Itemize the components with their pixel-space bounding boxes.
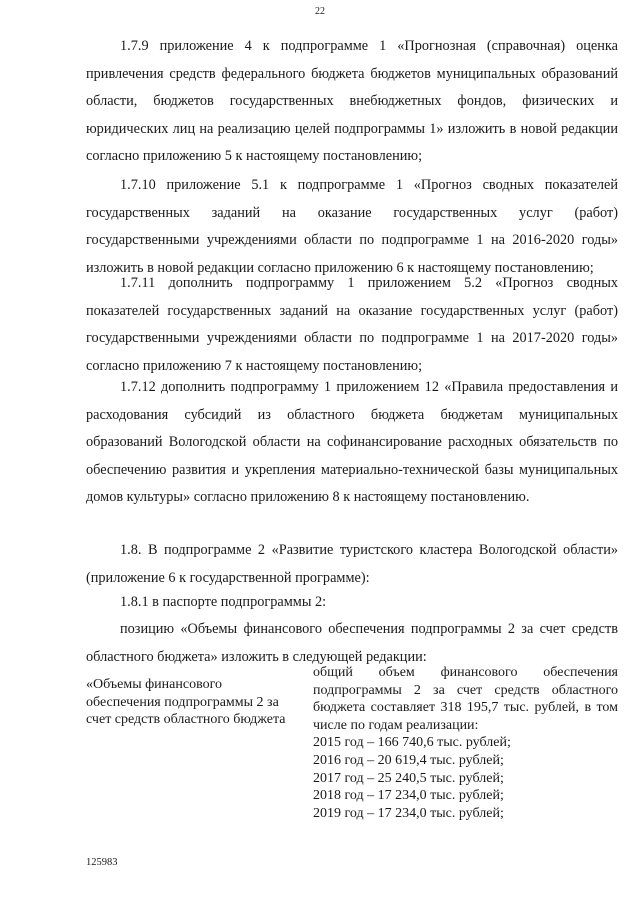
funding-year-row: 2016 год – 20 619,4 тыс. рублей; xyxy=(313,752,504,768)
paragraph-1-8 xyxy=(86,537,618,592)
funding-year-row: 2015 год – 166 740,6 тыс. рублей; xyxy=(313,735,511,751)
table-right-cell xyxy=(313,664,618,822)
page-number: 22 xyxy=(315,6,325,17)
paragraph-1-7-9 xyxy=(86,33,618,171)
paragraph-text: 1.7.10 приложение 5.1 к подпрограмме 1 «Прогноз сводных показателей государственных заданий на оказание государственных услуг (работ) государственными учреждениями области по подпрограмме 1 на 2016-2020 годы» изложить в новой редакции согласно приложению 6 к настоящему постановлению; xyxy=(86,177,618,276)
paragraph-text: 1.8.1 в паспорте подпрограммы 2: xyxy=(120,594,327,610)
funding-year-row: 2018 год – 17 234,0 тыс. рублей; xyxy=(313,788,504,804)
document-code: 125983 xyxy=(86,857,118,868)
paragraph-text: 1.7.9 приложение 4 к подпрограмме 1 «Прогнозная (справочная) оценка привлечения средств федерального бюджета бюджетов муниципальных образований области, бюджетов государственных внебюджетных фондов, физических и юридических лиц на реализацию целей подпрограммы 1» изложить в новой редакции согласно приложению 5 к настоящему постановлению; xyxy=(86,38,618,164)
paragraph-position xyxy=(86,616,618,671)
funding-year-row: 2017 год – 25 240,5 тыс. рублей; xyxy=(313,770,504,786)
paragraph-1-7-11 xyxy=(86,270,618,380)
paragraph-1-8-1 xyxy=(86,589,618,617)
funding-year-row: 2019 год – 17 234,0 тыс. рублей; xyxy=(313,805,504,821)
paragraph-text: 1.7.12 дополнить подпрограмму 1 приложением 12 «Правила предоставления и расходования субсидий из областного бюджета бюджетам муниципальных образований Вологодской области на софинансирование расходных обязательств по обеспечению развития и укрепления материально-технической базы муниципальных домов культуры» согласно приложению 8 к настоящему постановлению. xyxy=(86,379,618,505)
paragraph-text: позицию «Объемы финансового обеспечения подпрограммы 2 за счет средств областного бюджета» изложить в следующей редакции: xyxy=(86,621,618,665)
paragraph-text: 1.7.11 дополнить подпрограмму 1 приложением 5.2 «Прогноз сводных показателей государственных заданий на оказание государственных услуг (работ) государственными учреждениями области по подпрограмме 1 на 2017-2020 годы» согласно приложению 7 к настоящему постановлению; xyxy=(86,275,618,374)
paragraph-1-7-10 xyxy=(86,172,618,282)
funding-total-text: общий объем финансового обеспечения подпрограммы 2 за счет средств областного бюджета составляет 318 195,7 тыс. рублей, в том числе по годам реализации: xyxy=(313,665,618,733)
paragraph-1-7-12 xyxy=(86,374,618,512)
paragraph-text: 1.8. В подпрограмме 2 «Развитие туристского кластера Вологодской области» (приложение 6 к государственной программе): xyxy=(86,542,618,586)
table-left-cell: «Объемы финансового обеспечения подпрограммы 2 за счет средств областного бюджета xyxy=(86,677,286,728)
